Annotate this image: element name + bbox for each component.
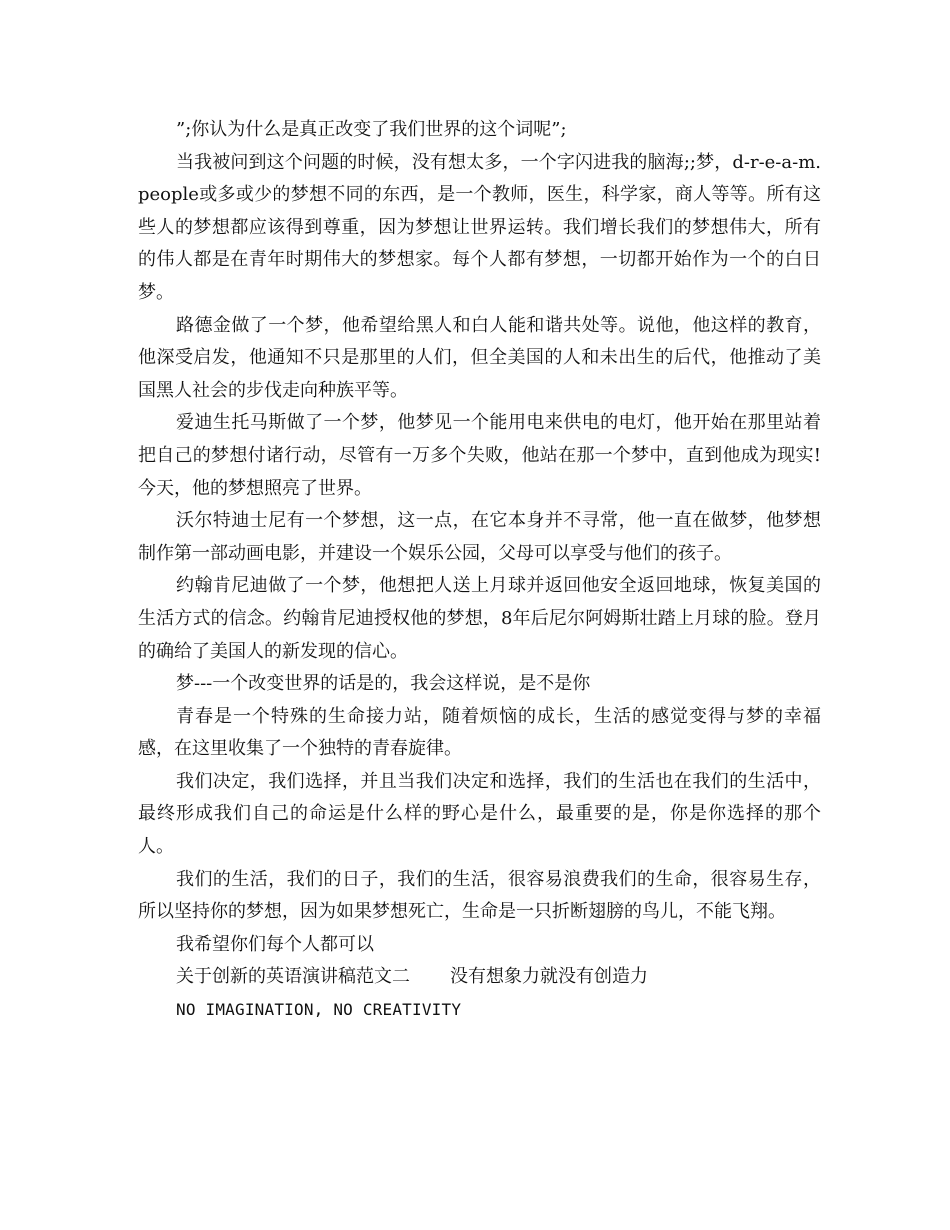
- paragraph-kennedy: 约翰肯尼迪做了一个梦，他想把人送上月球并返回他安全返回地球，恢复美国的生活方式的信念。约翰肯尼迪授权他的梦想，8年后尼尔阿姆斯壮踏上月球的脸。登月的确给了美国人的新发现的信心。: [138, 575, 821, 662]
- paragraph-walt-disney: 沃尔特迪士尼有一个梦想，这一点，在它本身并不寻常，他一直在做梦，他梦想制作第一部动画电影，并建设一个娱乐公园，父母可以享受与他们的孩子。: [138, 510, 821, 564]
- english-title: NO IMAGINATION, NO CREATIVITY: [176, 1000, 462, 1020]
- paragraph-edison: 爱迪生托马斯做了一个梦，他梦见一个能用电来供电的电灯，他开始在那里站着把自己的梦想付诸行动，尽管有一万多个失败，他站在那一个梦中，直到他成为现实!今天，他的梦想照亮了世界。: [138, 412, 821, 499]
- paragraph-question: ”;你认为什么是真正改变了我们世界的这个词呢”;: [176, 119, 567, 140]
- paragraph-martin-luther-king: 路德金做了一个梦，他希望给黑人和白人能和谐共处等。说他，他这样的教育，他深受启发，他通知不只是那里的人们，但全美国的人和未出生的后代，他推动了美国黑人社会的步伐走向种族平等。: [138, 314, 821, 401]
- section-heading: [138, 961, 821, 994]
- paragraph-hope: 我希望你们每个人都可以: [176, 933, 374, 955]
- paragraph-choice: 我们决定，我们选择，并且当我们决定和选择，我们的生活也在我们的生活中，最终形成我们自己的命运是什么样的野心是什么，最重要的是，你是你选择的那个人。: [138, 770, 821, 858]
- paragraph-dream-intro: 当我被问到这个问题的时候，没有想太多，一个字闪进我的脑海;;梦，d-r-e-a-m.people或多或少的梦想不同的东西，是一个教师，医生，科学家，商人等等。所有这些人的梦想都应该得到尊重，因为梦想让世界运转。我们增长我们的梦想伟大，所有的伟人都是在青年时期伟大的梦想家。每个人都有梦想，一切都开始作为一个的白日梦。: [138, 151, 821, 303]
- section-subtitle: 没有想象力就没有创造力: [450, 966, 648, 988]
- paragraph-life: 我们的生活，我们的日子，我们的生活，很容易浪费我们的生命，很容易生存，所以坚持你的梦想，因为如果梦想死亡，生命是一只折断翅膀的鸟儿，不能飞翔。: [138, 868, 821, 923]
- document-body: [138, 114, 821, 1027]
- paragraph-youth: 青春是一个特殊的生命接力站，随着烦恼的成长，生活的感觉变得与梦的幸福感，在这里收集了一个独特的青春旋律。: [138, 705, 821, 760]
- section-title: 关于创新的英语演讲稿范文二: [176, 966, 410, 988]
- paragraph-dream-change: 梦---一个改变世界的话是的，我会这样说，是不是你: [176, 673, 591, 695]
